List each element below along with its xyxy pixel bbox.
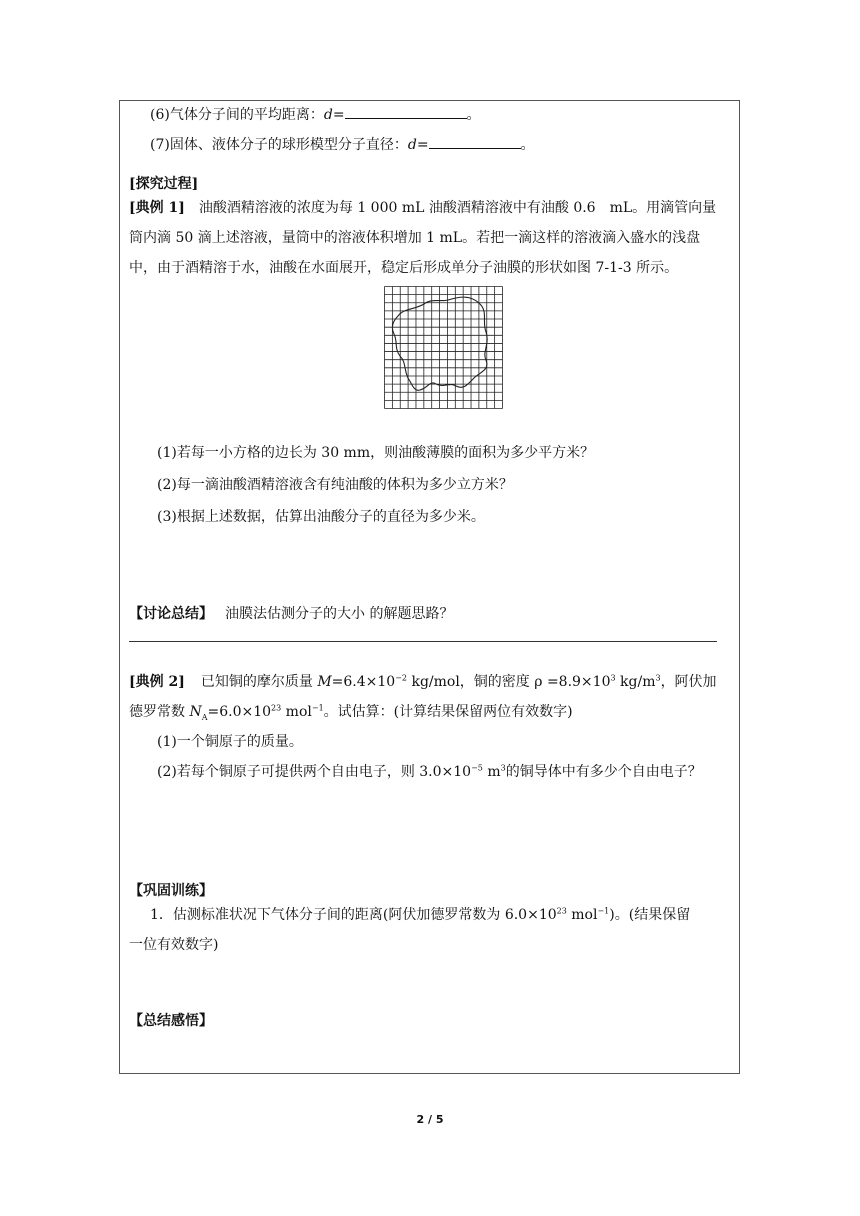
item-6-end: 。 <box>466 107 481 123</box>
item-7-eq: = <box>416 137 429 153</box>
discussion-text: 油膜法估测分子的大小 的解题思路？ <box>225 606 454 622</box>
item-7-end: 。 <box>520 137 535 153</box>
example-1-line-1 <box>129 198 716 218</box>
example-2-l2-b: =6.0×10 <box>207 704 272 720</box>
example-2-var-N: N <box>189 704 202 720</box>
page-number: 2 / 5 <box>416 1113 444 1126</box>
example-1-question-3: (3)根据上述数据，估算出油酸分子的直径为多少米。 <box>157 509 485 525</box>
divider-line <box>129 641 717 642</box>
example-2-text-a: 已知铜的摩尔质量 <box>200 674 318 690</box>
item-7-text: (7)固体、液体分子的球形模型分子直径： <box>150 137 408 153</box>
example-2-q2-a: (2)若每个铜原子可提供两个自由电子，则 3.0×10 <box>157 764 472 780</box>
example-2-line-2 <box>129 702 573 722</box>
explore-heading: [探究过程] <box>129 176 199 192</box>
example-2-l2-c: mol <box>281 704 312 720</box>
example-2-q2-c: 的铜导体中有多少个自由电子？ <box>505 764 702 780</box>
practice-exp2: −1 <box>597 906 610 916</box>
practice-text-a: 1．估测标准状况下气体分子间的距离(阿伏加德罗常数为 6.0×10 <box>150 907 557 923</box>
example-1-label: [典例 1] <box>129 200 185 216</box>
example-1-line-2: 筒内滴 50 滴上述溶液，量筒中的溶液体积增加 1 mL。若把一滴这样的溶液滴入盛水的浅盘 <box>129 230 701 246</box>
item-6-eq: = <box>332 107 345 123</box>
item-7-var: d <box>407 137 417 153</box>
item-6 <box>150 104 481 125</box>
item-7 <box>150 134 535 155</box>
example-2-text-c: kg/mol，铜的密度 ρ =8.9×10 <box>407 674 611 690</box>
example-2-exp-2: 3 <box>610 673 616 683</box>
example-2-l2-a: 德罗常数 <box>129 704 190 720</box>
practice-heading: 【巩固训练】 <box>129 883 213 899</box>
example-2-l2-d: 。试估算：(计算结果保留两位有效数字) <box>323 704 573 720</box>
example-2-q2-exp2: 3 <box>500 763 506 773</box>
summary-heading: 【总结感悟】 <box>129 1013 213 1029</box>
practice-line-2: 一位有效数字) <box>129 937 219 953</box>
practice-line-1 <box>150 905 690 925</box>
example-2-q2-exp: −5 <box>471 763 483 773</box>
example-2-label: [典例 2] <box>129 674 185 690</box>
example-2-sub-A: A <box>201 712 208 722</box>
item-7-blank[interactable] <box>429 134 521 149</box>
example-2-text-b: =6.4×10 <box>331 674 396 690</box>
practice-text-c: )。(结果保留 <box>609 907 691 923</box>
item-6-text: (6)气体分子间的平均距离： <box>150 107 324 123</box>
example-1-question-1: (1)若每一小方格的边长为 30 mm，则油酸薄膜的面积为多少平方米？ <box>157 445 595 461</box>
oil-film-grid-figure <box>384 286 503 409</box>
discussion-label: 【讨论总结】 <box>129 606 213 622</box>
example-2-question-2 <box>157 762 702 782</box>
example-1-question-2: (2)每一滴油酸酒精溶液含有纯油酸的体积为多少立方米？ <box>157 477 513 493</box>
item-6-var: d <box>323 107 333 123</box>
example-2-l2-exp: 23 <box>271 703 282 713</box>
example-2-text-e: ，阿伏加 <box>660 674 717 690</box>
example-2-text-d: kg/m <box>615 674 656 690</box>
example-2-line-1 <box>129 672 717 692</box>
example-1-line-3: 中，由于酒精溶于水，油酸在水面展开，稳定后形成单分子油膜的形状如图 7-1-3 所示。 <box>129 260 679 276</box>
example-1-text-1: 油酸酒精溶液的浓度为每 1 000 mL 油酸酒精溶液中有油酸 0.6 mL。用滴管向量 <box>198 200 717 216</box>
practice-text-b: mol <box>566 907 598 923</box>
example-2-exp-1: −2 <box>395 673 408 683</box>
example-2-q2-b: m <box>482 764 501 780</box>
example-2-l2-exp2: −1 <box>311 703 324 713</box>
discussion-line <box>129 604 453 624</box>
example-2-question-1: (1)一个铜原子的质量。 <box>157 734 303 750</box>
practice-exp: 23 <box>556 906 567 916</box>
item-6-blank[interactable] <box>345 104 467 119</box>
example-2-var-M: M <box>317 674 332 690</box>
example-2-exp-3: 3 <box>655 673 661 683</box>
